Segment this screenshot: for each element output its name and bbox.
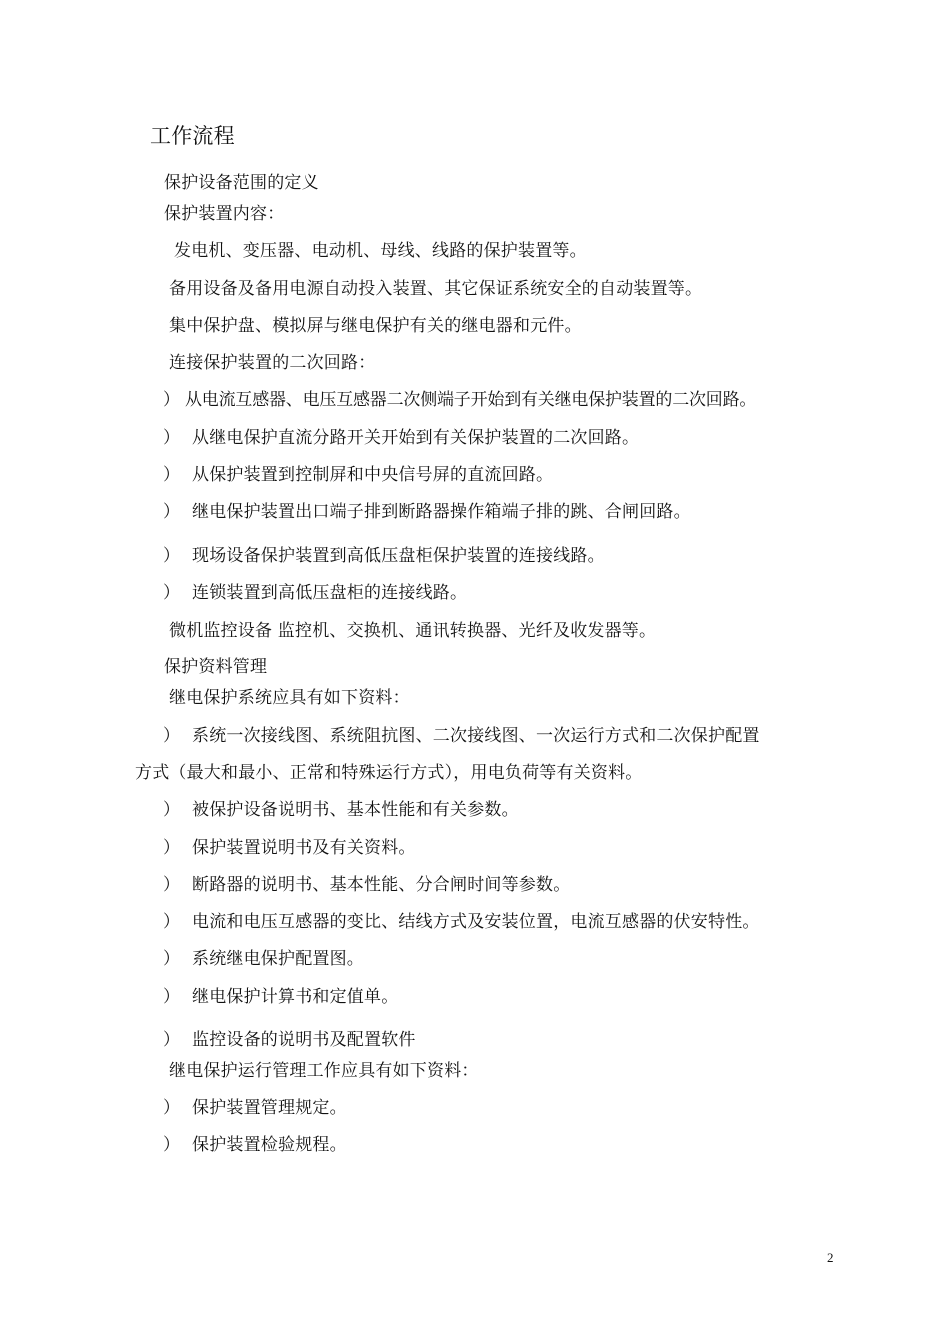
list-marker: ） [163,390,180,410]
list-marker: ） [163,465,180,485]
section-heading: 保护设备范围的定义 [164,173,319,193]
document-title: 工作流程 [150,124,235,148]
list-item: 微机监控设备 监控机、交换机、通讯转换器、光纤及收发器等。 [169,621,657,641]
list-item: 连锁装置到高低压盘柜的连接线路。 [192,583,468,603]
list-item: 保护装置检验规程。 [192,1135,347,1155]
list-marker: ） [163,800,180,820]
sub-heading: 继电保护运行管理工作应具有如下资料： [169,1061,479,1081]
sub-heading: 保护装置内容： [164,204,285,224]
list-marker: ） [163,583,180,603]
list-item: 备用设备及备用电源自动投入装置、其它保证系统安全的自动装置等。 [169,279,703,299]
list-item: 集中保护盘、模拟屏与继电保护有关的继电器和元件。 [169,316,582,336]
list-item: 连接保护装置的二次回路： [169,353,376,373]
list-item: 从继电保护直流分路开关开始到有关保护装置的二次回路。 [192,428,640,448]
list-marker: ） [163,875,180,895]
list-marker: ） [163,428,180,448]
list-item: 保护装置管理规定。 [192,1098,347,1118]
list-item: 保护装置说明书及有关资料。 [192,838,416,858]
list-marker: ） [163,502,180,522]
section-heading: 保护资料管理 [164,657,268,677]
list-item: 继电保护计算书和定值单。 [192,987,399,1007]
list-item: 电流和电压互感器的变比、结线方式及安装位置，电流互感器的伏安特性。 [192,912,760,932]
list-marker: ） [163,1030,180,1050]
list-item: 继电保护装置出口端子排到断路器操作箱端子排的跳、合闸回路。 [192,502,691,522]
list-item: 被保护设备说明书、基本性能和有关参数。 [192,800,519,820]
list-marker: ） [163,987,180,1007]
list-item: 断路器的说明书、基本性能、分合闸时间等参数。 [192,875,571,895]
list-marker: ） [163,949,180,969]
list-marker: ） [163,1135,180,1155]
list-item: 从保护装置到控制屏和中央信号屏的直流回路。 [192,465,554,485]
sub-heading: 继电保护系统应具有如下资料： [169,688,410,708]
list-marker: ） [163,546,180,566]
list-item: 系统继电保护配置图。 [192,949,364,969]
list-item: 监控设备的说明书及配置软件 [192,1030,416,1050]
list-marker: ） [163,912,180,932]
list-item: 发电机、变压器、电动机、母线、线路的保护装置等。 [174,241,587,261]
list-item: 系统一次接线图、系统阻抗图、二次接线图、一次运行方式和二次保护配置 [192,726,760,746]
list-marker: ） [163,1098,180,1118]
list-item-continuation: 方式（最大和最小、正常和特殊运行方式），用电负荷等有关资料。 [135,763,643,783]
list-item: 现场设备保护装置到高低压盘柜保护装置的连接线路。 [192,546,605,566]
list-item: 从电流互感器、电压互感器二次侧端子开始到有关继电保护装置的二次回路。 [185,390,757,410]
list-marker: ） [163,838,180,858]
page-number: 2 [827,1250,834,1265]
list-marker: ） [163,726,180,746]
